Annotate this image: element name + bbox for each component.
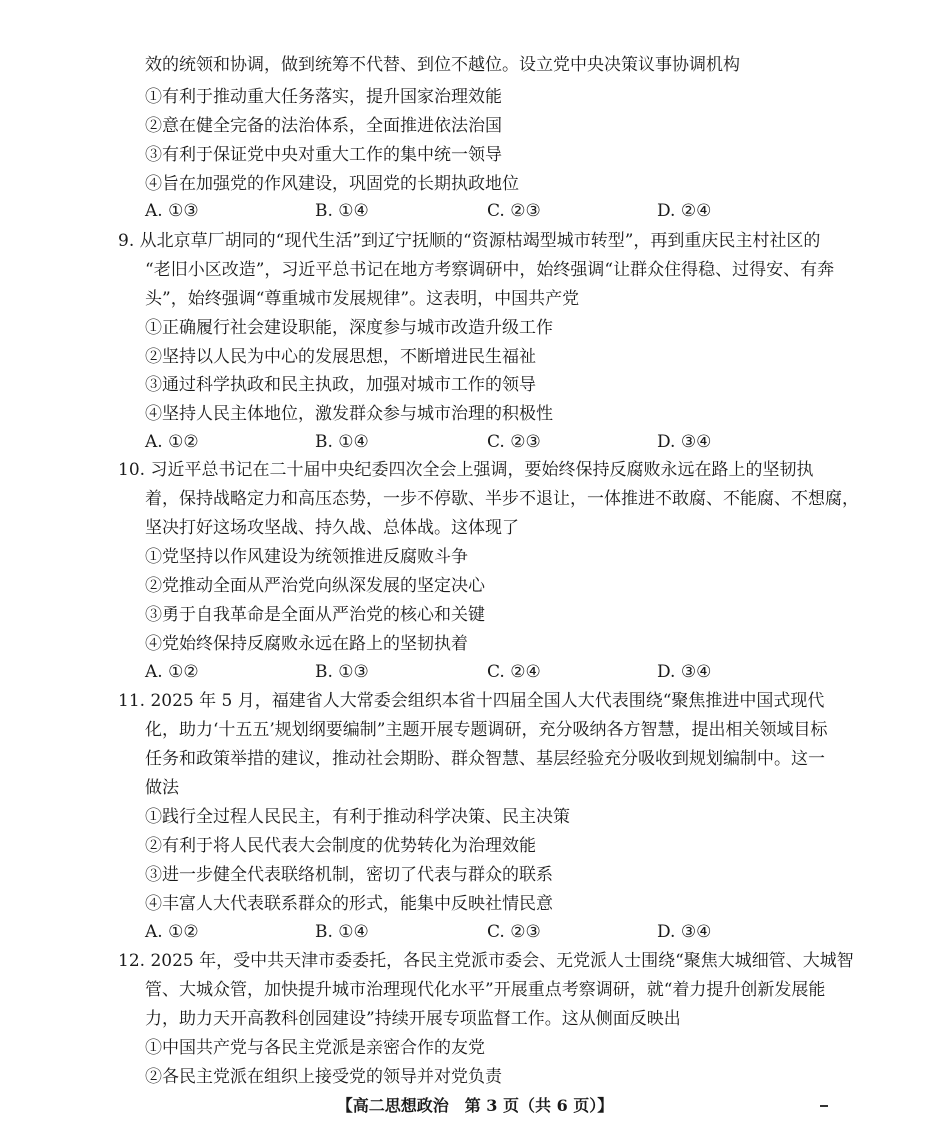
question-11-line: 任务和政策举措的建议，推动社会期盼、群众智慧、基层经验充分吸收到规划编制中。这一 (145, 749, 825, 769)
question-12-line: 管、大城众管，加快提升城市治理现代化水平”开展重点考察调研，就“着力提升创新发展能 (145, 980, 826, 1000)
question-9-line: 头”，始终强调“尊重城市发展规律”。这表明，中国共产党 (145, 289, 580, 309)
answer-choices (145, 657, 845, 687)
option-4: ④旨在加强党的作风建设，巩固党的长期执政地位 (145, 174, 519, 194)
option-1: ①有利于推动重大任务落实，提升国家治理效能 (145, 87, 502, 107)
question-9-line: 9. 从北京草厂胡同的“现代生活”到辽宁抚顺的“资源枯竭型城市转型”，再到重庆民主村社区的 (118, 231, 821, 251)
option-3: ③通过科学执政和民主执政，加强对城市工作的领导 (145, 375, 536, 395)
option-4: ④党始终保持反腐败永远在路上的坚韧执着 (145, 634, 468, 654)
choice-d[interactable]: D. ③④ (657, 432, 712, 452)
option-4: ④丰富人大代表联系群众的形式，能集中反映社情民意 (145, 894, 553, 914)
option-3: ③勇于自我革命是全面从严治党的核心和关键 (145, 605, 485, 625)
option-2: ②有利于将人民代表大会制度的优势转化为治理效能 (145, 836, 536, 856)
choice-c[interactable]: C. ②④ (487, 662, 541, 682)
choice-b[interactable]: B. ①④ (315, 922, 369, 942)
choice-c[interactable]: C. ②③ (487, 432, 541, 452)
option-2: ②坚持以人民为中心的发展思想，不断增进民生福祉 (145, 347, 536, 367)
option-1: ①践行全过程人民民主，有利于推动科学决策、民主决策 (145, 807, 570, 827)
question-text-line: 效的统领和协调，做到统筹不代替、到位不越位。设立党中央决策议事协调机构 (145, 55, 740, 75)
option-1: ①党坚持以作风建设为统领推进反腐败斗争 (145, 547, 468, 567)
option-3: ③进一步健全代表联络机制，密切了代表与群众的联系 (145, 865, 553, 885)
choice-a[interactable]: A. ①② (145, 922, 199, 942)
question-10-line: 坚决打好这场攻坚战、持久战、总体战。这体现了 (145, 518, 519, 538)
choice-b[interactable]: B. ①④ (315, 432, 369, 452)
choice-d[interactable]: D. ③④ (657, 922, 712, 942)
choice-c[interactable]: C. ②③ (487, 201, 541, 221)
choice-b[interactable]: B. ①③ (315, 662, 369, 682)
choice-a[interactable]: A. ①② (145, 432, 199, 452)
choice-a[interactable]: A. ①③ (145, 201, 199, 221)
question-9-line: “老旧小区改造”，习近平总书记在地方考察调研中，始终强调“让群众住得稳、过得安、有奔 (145, 260, 835, 280)
choice-b[interactable]: B. ①④ (315, 201, 369, 221)
option-3: ③有利于保证党中央对重大工作的集中统一领导 (145, 145, 502, 165)
choice-d[interactable]: D. ②④ (657, 201, 712, 221)
question-12-line: 12. 2025 年，受中共天津市委委托，各民主党派市委会、无党派人士围绕“聚焦大城细管、大城智 (118, 951, 854, 971)
choice-d[interactable]: D. ③④ (657, 662, 712, 682)
question-11-line: 11. 2025 年 5 月，福建省人大常委会组织本省十四届全国人大代表围绕“聚焦推进中国式现代 (118, 691, 825, 711)
option-2: ②各民主党派在组织上接受党的领导并对党负责 (145, 1067, 502, 1087)
option-4: ④坚持人民主体地位，激发群众参与城市治理的积极性 (145, 404, 553, 424)
option-1: ①正确履行社会建设职能，深度参与城市改造升级工作 (145, 318, 553, 338)
question-10-line: 10. 习近平总书记在二十届中央纪委四次全会上强调，要始终保持反腐败永远在路上的坚韧执 (118, 460, 814, 480)
answer-choices (145, 917, 845, 947)
option-1: ①中国共产党与各民主党派是亲密合作的友党 (145, 1038, 485, 1058)
choice-a[interactable]: A. ①② (145, 662, 199, 682)
question-10-line: 着，保持战略定力和高压态势，一步不停歇、半步不退让，一体推进不敢腐、不能腐、不想腐， (145, 489, 859, 509)
page-footer: 【高二思想政治 第 3 页（共 6 页）】 (336, 1096, 614, 1115)
question-11-line: 做法 (145, 778, 179, 798)
answer-choices (145, 427, 845, 457)
option-2: ②党推动全面从严治党向纵深发展的坚定决心 (145, 576, 485, 596)
answer-choices (145, 196, 845, 226)
option-2: ②意在健全完备的法治体系，全面推进依法治国 (145, 116, 502, 136)
choice-c[interactable]: C. ②③ (487, 922, 541, 942)
corner-mark (820, 1105, 828, 1107)
question-12-line: 力，助力天开高教科创园建设”持续开展专项监督工作。这从侧面反映出 (145, 1009, 681, 1029)
question-11-line: 化，助力‘十五五’规划纲要编制”主题开展专题调研，充分吸纳各方智慧，提出相关领域目标 (145, 720, 828, 740)
